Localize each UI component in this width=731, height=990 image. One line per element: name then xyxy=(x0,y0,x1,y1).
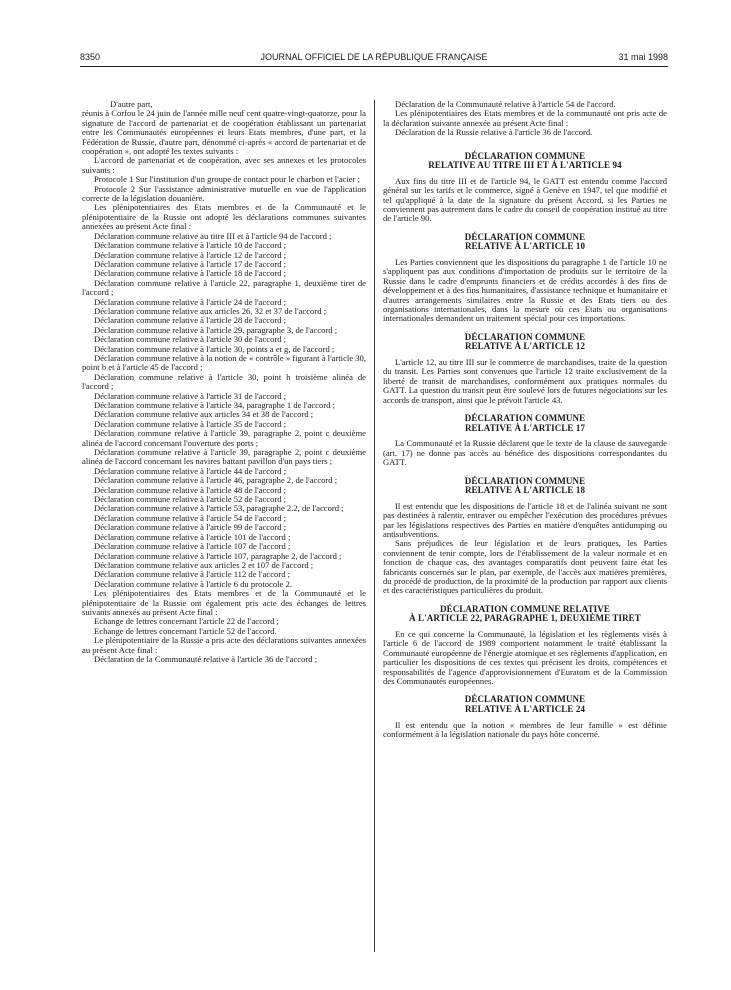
declaration-heading-line: DÉCLARATION COMMUNE xyxy=(464,413,586,424)
left-paragraph: Déclaration commune relative à l'article 107 de l'accord ; xyxy=(94,541,291,552)
left-paragraph: Déclaration commune relative à l'article 10 de l'accord ; xyxy=(94,240,287,251)
declaration-heading xyxy=(383,605,667,624)
left-paragraph: Déclaration commune relative à l'article 30 de l'accord ; xyxy=(94,334,287,345)
intro-paragraph: Déclaration de la Russie relative à l'article 36 de l'accord. xyxy=(395,127,593,138)
left-paragraph: Déclaration commune relative à l'article 6 du protocole 2. xyxy=(94,578,292,589)
right-column xyxy=(383,100,667,739)
left-paragraph: Déclaration commune relative à l'article 24 de l'accord ; xyxy=(94,296,287,307)
left-paragraph: Déclaration de la Communauté relative à l'article 36 de l'accord ; xyxy=(94,653,318,664)
journal-title: JOURNAL OFFICIEL DE LA RÉPUBLIQUE FRANÇAISE xyxy=(260,52,488,62)
left-paragraph: Déclaration commune relative à l'article 31 de l'accord ; xyxy=(94,390,287,401)
left-paragraph: Déclaration commune relative à l'article 112 de l'accord ; xyxy=(94,569,291,580)
left-paragraph: Déclaration commune relative à l'article 53, paragraphe 2.2, de l'accord ; xyxy=(94,503,344,514)
left-paragraph: Protocole 2 Sur l'assistance administrative mutuelle en vue de l'application correcte de la législation douanière. xyxy=(82,183,366,204)
declaration-heading xyxy=(383,695,667,714)
header-rule xyxy=(80,66,668,67)
declaration-heading-line: DÉCLARATION COMMUNE xyxy=(464,150,586,161)
left-paragraph: Déclaration commune relative à l'article 18 de l'accord ; xyxy=(94,268,287,279)
left-paragraph: Déclaration commune relative aux articles 34 et 38 de l'accord ; xyxy=(94,409,314,420)
left-paragraph: Déclaration commune relative à l'article 28 de l'accord ; xyxy=(94,315,287,326)
declaration-heading xyxy=(383,333,667,352)
intro-paragraph: Les plénipotentiaires des Etats membres et de la communauté ont pris acte de la déclaration suivante annexée au présent Acte final : xyxy=(383,108,667,128)
declaration-heading-line: DÉCLARATION COMMUNE xyxy=(464,331,586,342)
left-paragraph: Protocole 1 Sur l'institution d'un groupe de contact pour le charbon et l'acier ; xyxy=(94,174,360,185)
declaration-paragraph: Il est entendu que la notion « membres de leur famille » est définie conformément à la législation nationale du pays hôte concerné. xyxy=(383,719,667,739)
declaration-paragraph: Il est entendu que les dispositions de l'article 18 et de l'alinéa suivant ne sont pas destinées à ralentir, entraver ou empêcher l'exécution des procédures prévues par les législations respectives des Parties en matière d'enquêtes antidumping ou antisubventions. xyxy=(383,500,667,539)
declaration-paragraph: En ce qui concerne la Communauté, la législation et les règlements visés à l'article 6 de l'accord de 1989 comportent notamment le traité établissant la Communauté européenne de l'énergie atomique et ses règlements d'application, en particulier les dispositions de ces textes qui précisent les droits, compétences et responsabilités de l'agence d'approvisionnement d'Euratom et de la Commission des Communautés européennes. xyxy=(383,628,667,686)
left-paragraph: Déclaration commune relative à l'article 12 de l'accord ; xyxy=(94,249,287,260)
left-paragraph: Les plénipotentiaires des Etats membres et de la Communauté et le plénipotentiaire de la Russie ont également pris acte des échanges de lettres suivants annexés au présent Acte final : xyxy=(82,588,366,617)
intro-paragraph: Déclaration de la Communauté relative à l'article 54 de l'accord. xyxy=(395,99,616,109)
left-paragraph: Déclaration commune relative à l'article 39, paragraphe 2, point c deuxième alinéa de l'accord concernant l'ouverture des ports ; xyxy=(82,428,366,448)
declaration-heading-line: À L'ARTICLE 22, PARAGRAPHE 1, DEUXIÈME TIRET xyxy=(409,613,641,624)
declaration-heading-line: DÉCLARATION COMMUNE xyxy=(464,694,586,705)
left-paragraph: Déclaration commune relative à l'article 54 de l'accord ; xyxy=(94,512,287,523)
declaration-paragraph: La Communauté et la Russie déclarent que le texte de la clause de sauvegarde (art. 17) ne donne pas accès au bénéfice des dispositions correspondantes du GATT. xyxy=(383,438,667,468)
declaration-paragraph: Sans préjudices de leur législation et de leurs pratiques, les Parties conviennent de tenir compte, lors de l'établissement de la valeur normale et en fonction de chaque cas, des avantages comparatifs dont peuvent faire état les fabricants concernés sur le plan, par exemple, de l'accès aux matières premières, du procédé de production, de la proximité de la production par rapport aux clients et des caractéristiques particulières du produit. xyxy=(383,538,667,596)
declaration-paragraph: Aux fins du titre III et de l'article 94, le GATT est entendu comme l'accord général sur les tarifs et le commerce, signé à Genève en 1947, tel que modifié et tel qu'appliqué à la date de la signature du présent Accord, si les Parties ne conviennent pas autrement dans le cadre du conseil de coopération institué au titre de l'article 90. xyxy=(383,175,667,224)
column-divider xyxy=(374,100,375,952)
left-column xyxy=(82,100,366,664)
left-paragraph: Déclaration commune relative à la notion de « contrôle » figurant à l'article 30, point b et à l'article 45 de l'accord ; xyxy=(82,352,366,373)
declaration-paragraph: Les Parties conviennent que les dispositions du paragraphe 1 de l'article 10 ne s'appliquent pas aux conditions d'importation de produits sur le territoire de la Russie dans le cadre d'emprunts financiers et de crédits accordés à des fins de développement et à des fins humanitaires, d'assistance technique et humanitaire et d'autres arrangements similaires entre la Russie et des Etats tiers ou des organisations internationales, dans la mesure où ces Etats ou organisations internationales demandent un traitement spécial pour ces importations. xyxy=(383,257,667,324)
left-paragraph: Déclaration commune relative à l'article 35 de l'accord ; xyxy=(94,418,287,429)
publication-date: 31 mai 1998 xyxy=(618,52,668,62)
declaration-heading-line: RELATIVE À L'ARTICLE 17 xyxy=(464,422,586,433)
left-paragraph: Déclaration commune relative à l'article 30, points a et g, de l'accord ; xyxy=(94,343,335,354)
left-paragraph: L'accord de partenariat et de coopération, avec ses annexes et les protocoles suivants : xyxy=(82,155,366,175)
left-paragraph: Déclaration commune relative à l'article 22, paragraphe 1, deuxième tiret de l'accord ; xyxy=(82,277,366,298)
declaration-heading xyxy=(383,233,667,252)
left-paragraph: Echange de lettres concernant l'article 22 de l'accord ; xyxy=(94,616,279,627)
declaration-heading-line: RELATIVE À L'ARTICLE 12 xyxy=(464,341,586,352)
left-paragraph: Déclaration commune relative à l'article 17 de l'accord ; xyxy=(94,258,287,269)
left-paragraph: Déclaration commune relative à l'article 29, paragraphe 3, de l'accord ; xyxy=(94,324,338,335)
declaration-paragraph: L'article 12, au titre III sur le commerce de marchandises, traite de la question du transit. Les Parties sont convenues que l'article 12 traite exclusivement de la liberté de transit de marchandises, conformément aux pratiques normales du GATT. La question du transit peut être soulevé lors de futures négociations sur les accords de transport, ainsi que le prévoit l'article 43. xyxy=(383,357,667,405)
left-paragraph: Déclaration commune relative au titre III et à l'article 94 de l'accord ; xyxy=(94,230,332,241)
left-paragraph: Déclaration commune relative à l'article 101 de l'accord ; xyxy=(94,531,291,542)
left-paragraph: Déclaration commune relative aux articles 2 et 107 de l'accord ; xyxy=(94,559,314,570)
declaration-heading-line: DÉCLARATION COMMUNE xyxy=(464,475,586,486)
declaration-heading-line: RELATIVE À L'ARTICLE 24 xyxy=(464,703,586,714)
page-header xyxy=(80,52,668,66)
left-paragraph: Déclaration commune relative à l'article 34, paragraphe 1 de l'accord ; xyxy=(94,400,335,410)
declaration-heading-line: DÉCLARATION COMMUNE xyxy=(464,231,586,242)
left-paragraph: Le plénipotentiaire de la Russie a pris acte des déclarations suivantes annexées au présent Acte final : xyxy=(82,635,366,655)
left-paragraph: Déclaration commune relative à l'article 107, paragraphe 2, de l'accord ; xyxy=(94,550,342,561)
left-paragraph: Echange de lettres concernant l'article 52 de l'accord. xyxy=(94,625,277,636)
declaration-heading-line: RELATIVE À L'ARTICLE 10 xyxy=(464,241,586,252)
declaration-heading xyxy=(383,414,667,433)
left-paragraph: réunis à Corfou le 24 juin de l'année mille neuf cent quatre-vingt-quatorze, pour la signature de l'accord de partenariat et de coopération établissant un partenariat entre les Communautés européennes et leurs Etats membres, d'une part, et la Fédération de Russie, d'autre part, dénommé ci-après « accord de partenariat et de coopération », ont adopté les textes suivants : xyxy=(82,108,366,157)
left-paragraph: Déclaration commune relative à l'article 99 de l'accord ; xyxy=(94,522,287,533)
left-paragraph: D'autre part, xyxy=(110,99,153,109)
declaration-heading-line: RELATIVE À L'ARTICLE 18 xyxy=(464,485,586,496)
left-paragraph: Les plénipotentiaires des Etats membres et de la Communauté et le plénipotentiaire de la Russie ont adopté les déclarations communes suivantes annexées au présent Acte final : xyxy=(82,202,366,232)
declaration-heading xyxy=(383,477,667,496)
left-paragraph: Déclaration commune relative à l'article 52 de l'accord ; xyxy=(94,494,287,505)
left-paragraph: Déclaration commune relative à l'article 44 de l'accord ; xyxy=(94,465,287,476)
left-paragraph: Déclaration commune relative à l'article 46, paragraphe 2, de l'accord ; xyxy=(94,475,338,486)
left-paragraph: Déclaration commune relative à l'article 30, point h troisième alinéa de l'accord ; xyxy=(82,371,366,392)
left-paragraph: Déclaration commune relative à l'article 48 de l'accord ; xyxy=(94,484,287,495)
page-number: 8350 xyxy=(80,52,101,62)
left-paragraph: Déclaration commune relative aux articles 26, 32 et 37 de l'accord ; xyxy=(94,305,327,316)
declaration-heading-line: RELATIVE AU TITRE III ET À L'ARTICLE 94 xyxy=(428,160,622,171)
declaration-heading-line: DÉCLARATION COMMUNE RELATIVE xyxy=(440,603,610,614)
declaration-heading xyxy=(383,152,667,171)
left-paragraph: Déclaration commune relative à l'article 39, paragraphe 2, point c deuxième alinéa de l'accord concernant les navires battant pavillon d'un pays tiers ; xyxy=(82,447,366,467)
